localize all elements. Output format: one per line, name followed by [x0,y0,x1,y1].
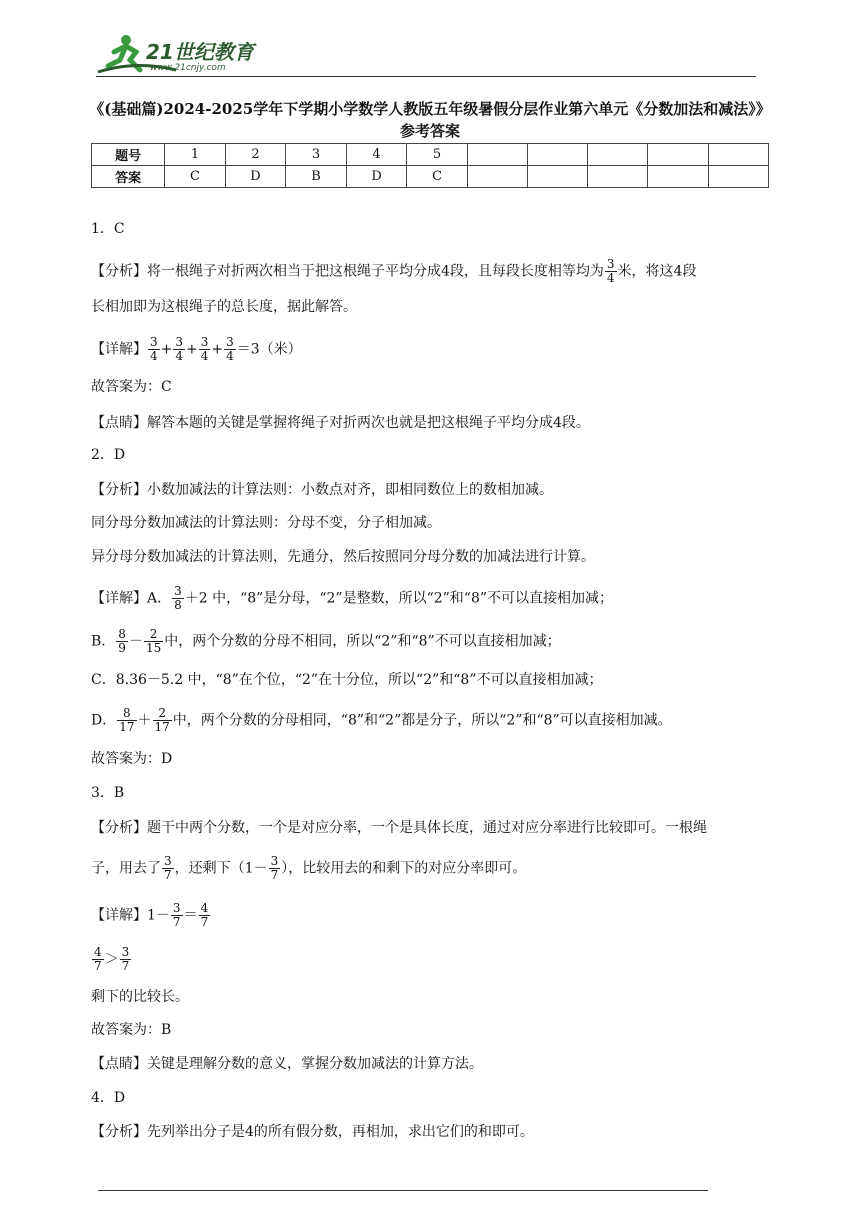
table-cell: 5 [407,144,468,166]
table-row [92,166,769,188]
row-header-answer: 答案 [92,166,165,188]
text: 米，将这4段 [617,263,697,280]
table-cell [648,166,708,188]
table-cell [588,166,648,188]
table-cell [467,166,527,188]
row-header-number: 题号 [92,144,165,166]
q4-analysis: 【分析】先列举出分子是4的所有假分数，再相加，求出它们的和即可。 [91,1124,534,1140]
page-subtitle: 参考答案 [399,122,460,140]
logo-text: 21世纪教育 [146,40,254,64]
q2-option-c: C．8.36－5.2 中，“8”在个位，“2”在十分位，所以“2”和“8”不可以直接相加减； [91,672,603,688]
footer-divider [98,1190,708,1191]
table-cell [528,166,588,188]
table-cell: C [407,166,468,188]
q2-heading: 2．D [91,447,126,463]
q2-option-b: B． $\frac{8}{9}$ － $\frac{2}{15}$ 中，两个分数的分母不相同，所以“2”和“8”不可以直接相加减； [91,627,561,655]
q3-result: 剩下的比较长。 [91,989,189,1005]
q2-option-d: D． $\frac{8}{17}$ ＋ $\frac{2}{17}$ 中，两个分数的分母相同，“8”和“2”都是分子，所以“2”和“8”可以直接相加减。 [91,706,672,734]
table-cell: 1 [165,144,226,166]
page-title: 《(基础篇)2024-2025学年下学期小学数学人教版五年级暑假分层作业第六单元《分数加法和减法》》 [89,100,771,118]
q2-analysis-2: 同分母分数加减法的计算法则：分母不变，分子相加减。 [91,515,441,531]
q3-analysis-1: 【分析】题干中两个分数，一个是对应分率，一个是具体长度，通过对应分率进行比较即可。一根绳 [91,820,707,836]
q1-note: 【点睛】解答本题的关键是掌握将绳子对折两次也就是把这根绳子平均分成4段。 [91,415,590,431]
q3-analysis-2: 子，用去了 $\frac{3}{7}$ ，还剩下（1－ $\frac{3}{7}$ ），比较用去的和剩下的对应分率即可。 [91,854,527,882]
q3-heading: 3．B [91,785,125,801]
table-cell [708,166,768,188]
table-cell [588,144,648,166]
table-cell [648,144,708,166]
q1-analysis-cont: 长相加即为这根绳子的总长度，据此解答。 [91,299,357,315]
table-cell: C [165,166,226,188]
q3-answer: 故答案为：B [91,1022,172,1038]
header-divider [96,76,756,77]
table-row [92,144,769,166]
q1-analysis [91,258,696,285]
q2-analysis-3: 异分母分数加减法的计算法则，先通分，然后按照同分母分数的加减法进行计算。 [91,549,595,565]
text: 【分析】将一根绳子对折两次相当于把这根绳子平均分成4段，且每段长度相等均为 [91,263,604,280]
q3-detail: 【详解】1－ $\frac{3}{7}$ ＝ $\frac{4}{7}$ [91,901,209,929]
table-cell: 4 [346,144,407,166]
logo-url: www.21cnjy.com [150,63,226,73]
q3-note: 【点睛】关键是理解分数的意义，掌握分数加减法的计算方法。 [91,1056,483,1072]
q3-compare: $\frac{4}{7}$ ＞ $\frac{3}{7}$ [94,945,130,973]
site-logo [96,30,266,78]
table-cell: 3 [286,144,347,166]
table-cell: 2 [225,144,286,166]
table-cell: D [225,166,286,188]
table-cell [708,144,768,166]
q4-heading: 4．D [91,1090,126,1106]
q1-answer: 故答案为：C [91,379,172,395]
table-cell [528,144,588,166]
answer-table [91,143,769,188]
q2-analysis-1: 【分析】小数加减法的计算法则：小数点对齐，即相同数位上的数相加减。 [91,482,553,498]
q2-answer: 故答案为：D [91,751,173,767]
table-cell [467,144,527,166]
q1-heading: 1．C [91,221,125,237]
table-cell: D [346,166,407,188]
fraction: $\frac{3}{4}$ [606,257,615,285]
table-cell: B [286,166,347,188]
q2-option-a: 【详解】A． $\frac{3}{8}$ ＋2 中，“8”是分母，“2”是整数，所以“2”和“8”不可以直接相加减； [91,584,614,612]
q1-detail: 【详解】 $\frac{3}{4}$ + $\frac{3}{4}$ + $\frac{3}{4}$ + $\frac{3}{4}$ ＝3（米） [91,335,302,363]
